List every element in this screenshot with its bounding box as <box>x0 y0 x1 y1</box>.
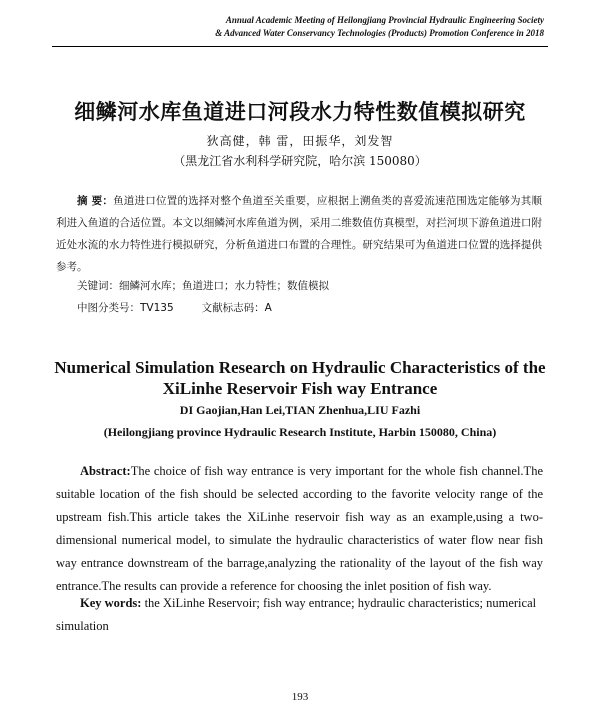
english-keywords-text: the XiLinhe Reservoir; fish way entrance; hydraulic characteristics; numerical simulation <box>56 596 537 633</box>
english-title <box>0 357 600 399</box>
chinese-classification <box>77 300 272 315</box>
chinese-title: 细鳞河水库鱼道进口河段水力特性数值模拟研究 <box>74 100 526 124</box>
english-keywords <box>56 592 543 638</box>
chinese-affiliation: （黑龙江省水利科学研究院，哈尔滨 150080） <box>173 154 427 168</box>
chinese-abstract <box>56 190 542 278</box>
chinese-keywords-label: 关键词： <box>77 280 119 292</box>
doc-code-label: 文献标志码： <box>201 302 265 314</box>
english-title-line-2: XiLinhe Reservoir Fish way Entrance <box>162 379 438 398</box>
doc-code-value: A <box>264 302 272 314</box>
page-number: 193 <box>291 691 309 703</box>
english-title-line-1: Numerical Simulation Research on Hydraulic Characteristics of the <box>54 358 546 377</box>
header-rule <box>52 46 548 47</box>
class-number-value: TV135 <box>140 302 174 314</box>
chinese-keywords <box>77 278 329 293</box>
running-header <box>215 14 544 40</box>
english-abstract-text: The choice of fish way entrance is very important for the whole fish channel.The suitable location of the fish should be selected according to the favorite velocity range of the upstream fish.This article takes the XiLinhe reservoir fish way as an example,using a two-dimensional numerical model, to simulate the hydraulic characteristics of water flow near fish way entrance downstream of the barrage,analyzing the rationality of the layout of the fish way entrance.The results can provide a reference for choosing the inlet position of fish way. <box>56 464 543 593</box>
english-abstract-label: Abstract: <box>80 464 131 478</box>
class-number-label: 中图分类号： <box>77 302 140 314</box>
english-authors: DI Gaojian,Han Lei,TIAN Zhenhua,LIU Fazhi <box>179 403 421 417</box>
header-line-1: Annual Academic Meeting of Heilongjiang Provincial Hydraulic Engineering Society <box>225 15 544 25</box>
chinese-authors: 狄高健，韩 雷，田振华，刘发智 <box>206 134 394 148</box>
header-line-2: & Advanced Water Conservancy Technologies (Products) Promotion Conference in 2018 <box>215 28 544 38</box>
english-abstract <box>56 460 543 598</box>
chinese-keywords-text: 细鳞河水库；鱼道进口；水力特性；数值模拟 <box>119 280 329 292</box>
english-keywords-label: Key words: <box>80 596 142 610</box>
english-affiliation: (Heilongjiang province Hydraulic Research Institute, Harbin 150080, China) <box>103 425 497 439</box>
chinese-abstract-text: 鱼道进口位置的选择对整个鱼道至关重要，应根据上溯鱼类的喜爱流速范围选定能够为其顺利进入鱼道的合适位置。本文以细鳞河水库鱼道为例，采用二维数值仿真模型，对拦河坝下游鱼道进口附近处水流的水力特性进行模拟研究，分析鱼道进口布置的合理性。研究结果可为鱼道进口位置的选择提供参考。 <box>56 195 543 273</box>
chinese-abstract-label: 摘 要： <box>77 195 114 207</box>
